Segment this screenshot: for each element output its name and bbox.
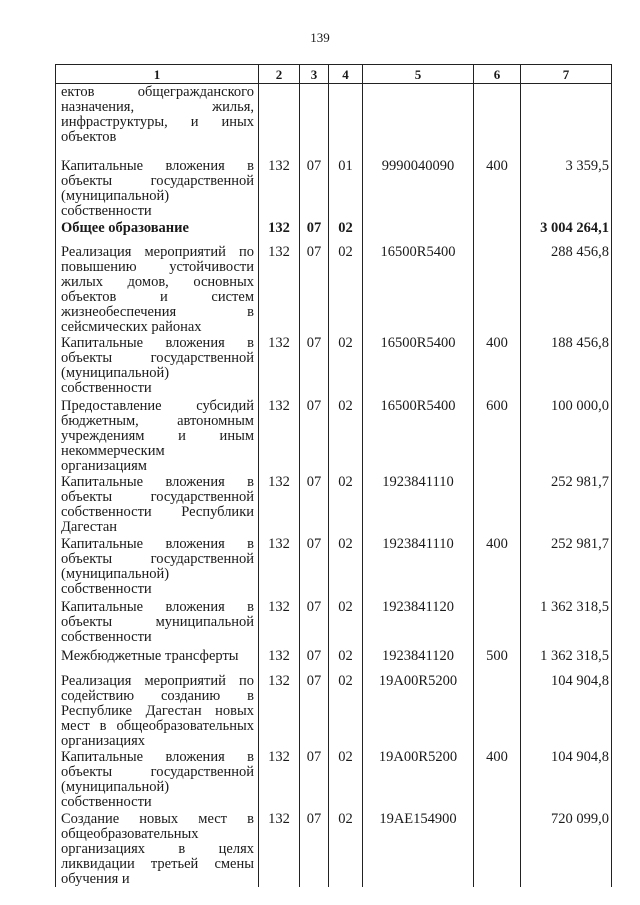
- row-section-code: 07: [300, 811, 329, 887]
- row-ministry-code: 132: [259, 599, 300, 648]
- row-name: Капитальные вложения в объекты государственной (муниципальной) собственности: [56, 335, 259, 398]
- row-expense-type: [474, 673, 521, 749]
- row-amount: 3 004 264,1: [521, 220, 612, 244]
- row-amount: 1 362 318,5: [521, 599, 612, 648]
- row-section-code: 07: [300, 220, 329, 244]
- row-subsection-code: 02: [329, 398, 363, 474]
- row-target-article: 9990040090: [363, 158, 474, 220]
- row-ministry-code: 132: [259, 648, 300, 673]
- table-row: [56, 220, 612, 244]
- row-section-code: 07: [300, 648, 329, 673]
- row-expense-type: 400: [474, 536, 521, 599]
- table-row: [56, 84, 612, 158]
- row-amount: 1 362 318,5: [521, 648, 612, 673]
- column-header-subsection: 4: [329, 65, 363, 84]
- row-ministry-code: 132: [259, 749, 300, 811]
- row-name: Капитальные вложения в объекты государственной (муниципальной) собственности: [56, 536, 259, 599]
- row-expense-type: [474, 474, 521, 536]
- row-amount: [521, 84, 612, 158]
- row-ministry-code: 132: [259, 244, 300, 335]
- row-name: Реализация мероприятий по повышению устойчивости жилых домов, основных объектов и систем жизнеобеспечения в сейсмических районах: [56, 244, 259, 335]
- table-row: [56, 536, 612, 599]
- row-section-code: 07: [300, 158, 329, 220]
- row-amount: 3 359,5: [521, 158, 612, 220]
- table-row: [56, 335, 612, 398]
- row-name: Общее образование: [56, 220, 259, 244]
- row-subsection-code: 02: [329, 811, 363, 887]
- row-target-article: 1923841110: [363, 474, 474, 536]
- table-row: [56, 749, 612, 811]
- row-amount: 252 981,7: [521, 474, 612, 536]
- row-subsection-code: 02: [329, 648, 363, 673]
- row-section-code: 07: [300, 749, 329, 811]
- row-subsection-code: 02: [329, 599, 363, 648]
- row-amount: 104 904,8: [521, 749, 612, 811]
- row-target-article: 1923841120: [363, 648, 474, 673]
- table-header-row: [56, 65, 612, 84]
- row-name: Капитальные вложения в объекты муниципальной собственности: [56, 599, 259, 648]
- row-target-article: 1923841120: [363, 599, 474, 648]
- row-target-article: [363, 84, 474, 158]
- row-ministry-code: 132: [259, 158, 300, 220]
- row-target-article: 16500R5400: [363, 244, 474, 335]
- row-subsection-code: 02: [329, 474, 363, 536]
- table-row: [56, 474, 612, 536]
- row-section-code: 07: [300, 398, 329, 474]
- row-section-code: 07: [300, 673, 329, 749]
- row-ministry-code: 132: [259, 811, 300, 887]
- row-name: Капитальные вложения в объекты государственной собственности Республики Дагестан: [56, 474, 259, 536]
- table-row: [56, 673, 612, 749]
- row-expense-type: [474, 220, 521, 244]
- row-name: Капитальные вложения в объекты государственной (муниципальной) собственности: [56, 749, 259, 811]
- row-name: Предоставление субсидий бюджетным, автономным учреждениям и иным некоммерческим организациям: [56, 398, 259, 474]
- row-section-code: 07: [300, 536, 329, 599]
- column-header-target-article: 5: [363, 65, 474, 84]
- row-expense-type: 500: [474, 648, 521, 673]
- column-header-section: 3: [300, 65, 329, 84]
- column-header-ministry: 2: [259, 65, 300, 84]
- row-ministry-code: 132: [259, 335, 300, 398]
- row-amount: 188 456,8: [521, 335, 612, 398]
- column-header-expense-type: 6: [474, 65, 521, 84]
- row-ministry-code: 132: [259, 474, 300, 536]
- row-name: ектов общегражданского назначения, жилья, инфраструктуры, и иных объектов: [56, 84, 259, 158]
- row-amount: 720 099,0: [521, 811, 612, 887]
- row-subsection-code: 02: [329, 673, 363, 749]
- row-subsection-code: 02: [329, 220, 363, 244]
- table-row: [56, 599, 612, 648]
- row-expense-type: [474, 599, 521, 648]
- row-ministry-code: 132: [259, 398, 300, 474]
- row-name: Создание новых мест в общеобразовательных организациях в целях ликвидации третьей смены обучения и: [56, 811, 259, 887]
- row-name: Межбюджетные трансферты: [56, 648, 259, 673]
- row-subsection-code: 02: [329, 335, 363, 398]
- table-row: [56, 398, 612, 474]
- row-target-article: 1923841110: [363, 536, 474, 599]
- row-expense-type: 600: [474, 398, 521, 474]
- row-ministry-code: 132: [259, 536, 300, 599]
- row-amount: 288 456,8: [521, 244, 612, 335]
- row-section-code: 07: [300, 599, 329, 648]
- row-amount: 100 000,0: [521, 398, 612, 474]
- row-section-code: 07: [300, 244, 329, 335]
- row-target-article: 19A00R5200: [363, 749, 474, 811]
- table-row: [56, 158, 612, 220]
- page-number: 139: [310, 30, 330, 45]
- column-header-name: 1: [56, 65, 259, 84]
- row-subsection-code: 02: [329, 244, 363, 335]
- column-header-amount: 7: [521, 65, 612, 84]
- row-name: Реализация мероприятий по содействию созданию в Республике Дагестан новых мест в общеобразовательных организациях: [56, 673, 259, 749]
- table-row: [56, 648, 612, 673]
- row-amount: 104 904,8: [521, 673, 612, 749]
- row-subsection-code: [329, 84, 363, 158]
- row-target-article: 16500R5400: [363, 335, 474, 398]
- row-expense-type: [474, 811, 521, 887]
- row-expense-type: 400: [474, 749, 521, 811]
- table-row: [56, 244, 612, 335]
- row-section-code: [300, 84, 329, 158]
- row-target-article: 19AE154900: [363, 811, 474, 887]
- row-section-code: 07: [300, 474, 329, 536]
- row-target-article: 16500R5400: [363, 398, 474, 474]
- row-ministry-code: 132: [259, 220, 300, 244]
- row-expense-type: 400: [474, 335, 521, 398]
- row-subsection-code: 02: [329, 536, 363, 599]
- row-ministry-code: 132: [259, 673, 300, 749]
- budget-table: [55, 64, 612, 887]
- row-target-article: [363, 220, 474, 244]
- row-ministry-code: [259, 84, 300, 158]
- row-subsection-code: 02: [329, 749, 363, 811]
- row-expense-type: [474, 84, 521, 158]
- row-expense-type: [474, 244, 521, 335]
- row-amount: 252 981,7: [521, 536, 612, 599]
- row-expense-type: 400: [474, 158, 521, 220]
- row-target-article: 19A00R5200: [363, 673, 474, 749]
- row-name: Капитальные вложения в объекты государственной (муниципальной) собственности: [56, 158, 259, 220]
- row-section-code: 07: [300, 335, 329, 398]
- table-row: [56, 811, 612, 887]
- row-subsection-code: 01: [329, 158, 363, 220]
